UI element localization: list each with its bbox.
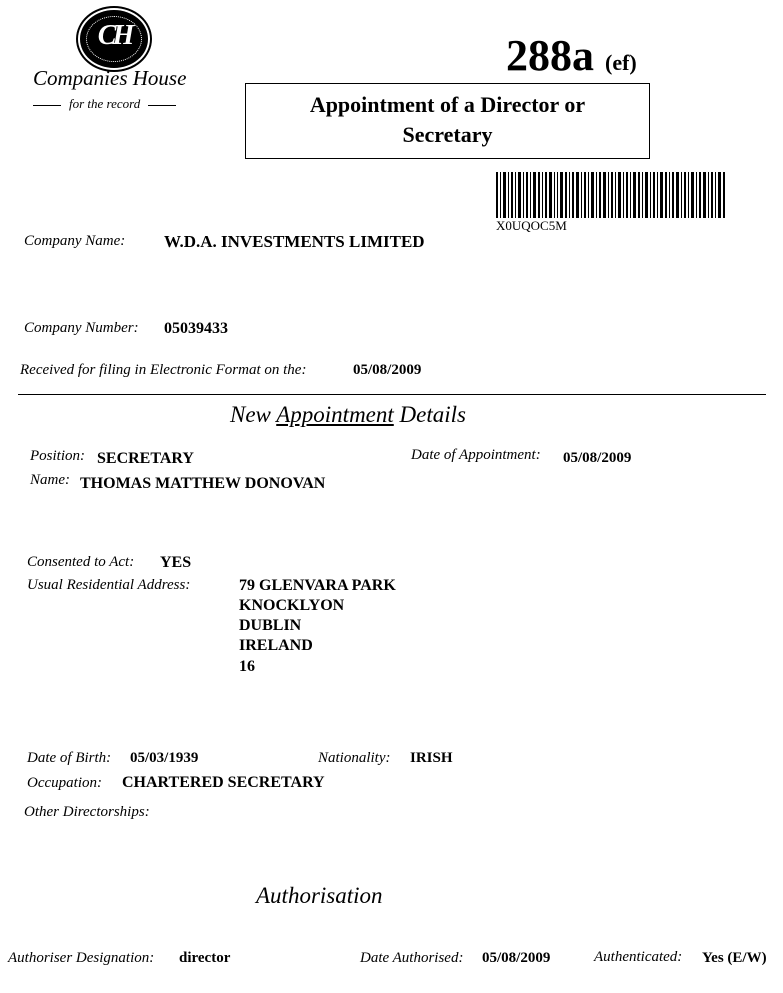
tagline-dash-right [148, 105, 176, 106]
tagline-dash-left [33, 105, 61, 106]
other-directorships-label: Other Directorships: [24, 804, 150, 820]
form-title-box [245, 83, 650, 159]
position-value: SECRETARY [97, 450, 194, 467]
form-number [506, 30, 637, 81]
consented-value: YES [160, 554, 192, 571]
received-label: Received for filing in Electronic Format on the: [20, 362, 307, 378]
date-of-appointment: 05/08/2009 [563, 450, 632, 466]
address-line-1: 79 GLENVARA PARK [239, 577, 396, 594]
logo-tagline: for the record [69, 96, 141, 111]
consented-label: Consented to Act: [27, 554, 135, 570]
address-label: Usual Residential Address: [27, 577, 191, 593]
logo-letters: CH [97, 20, 131, 51]
dob-value: 05/03/1939 [130, 750, 199, 766]
form-number-suffix: (ef) [605, 50, 637, 75]
authorisation-heading: Authorisation [256, 883, 383, 908]
form-title-line2: Secretary [402, 122, 493, 147]
company-name: W.D.A. INVESTMENTS LIMITED [164, 232, 425, 251]
authoriser-designation: director [179, 950, 231, 966]
barcode-icon [496, 172, 726, 218]
appointee-name: THOMAS MATTHEW DONOVAN [80, 475, 326, 492]
address-line-5: 16 [239, 658, 255, 675]
address-line-3: DUBLIN [239, 617, 302, 634]
authenticated-label: Authenticated: [594, 949, 683, 965]
position-label: Position: [30, 448, 85, 464]
barcode-text: X0UQOC5M [496, 218, 567, 233]
nationality-value: IRISH [410, 750, 453, 766]
companies-house-logo [80, 10, 148, 68]
address-line-4: IRELAND [239, 637, 313, 654]
appointment-heading-suffix: Details [393, 402, 466, 427]
company-number: 05039433 [164, 320, 228, 337]
date-authorised: 05/08/2009 [482, 950, 551, 966]
address-line-2: KNOCKLYON [239, 597, 345, 614]
logo-tagline-row [33, 96, 176, 112]
date-of-appointment-label: Date of Appointment: [411, 447, 541, 463]
logo-name: Companies House [33, 66, 187, 90]
dob-label: Date of Birth: [27, 750, 112, 766]
company-name-label: Company Name: [24, 233, 126, 249]
form-title-line1: Appointment of a Director or [309, 92, 586, 117]
section-divider [18, 394, 766, 395]
occupation-label: Occupation: [27, 775, 102, 791]
appointment-heading-underlined: Appointment [276, 402, 394, 427]
received-date: 05/08/2009 [353, 362, 422, 378]
date-authorised-label: Date Authorised: [360, 950, 464, 966]
form-number-main: 288a [506, 31, 594, 80]
appointment-heading-prefix: New [230, 402, 277, 427]
name-label: Name: [30, 472, 70, 488]
appointment-heading [230, 402, 466, 428]
nationality-label: Nationality: [318, 750, 391, 766]
company-number-label: Company Number: [24, 320, 139, 336]
authenticated-value: Yes (E/W) [702, 950, 767, 966]
occupation-value: CHARTERED SECRETARY [122, 774, 325, 791]
authoriser-designation-label: Authoriser Designation: [8, 950, 155, 966]
